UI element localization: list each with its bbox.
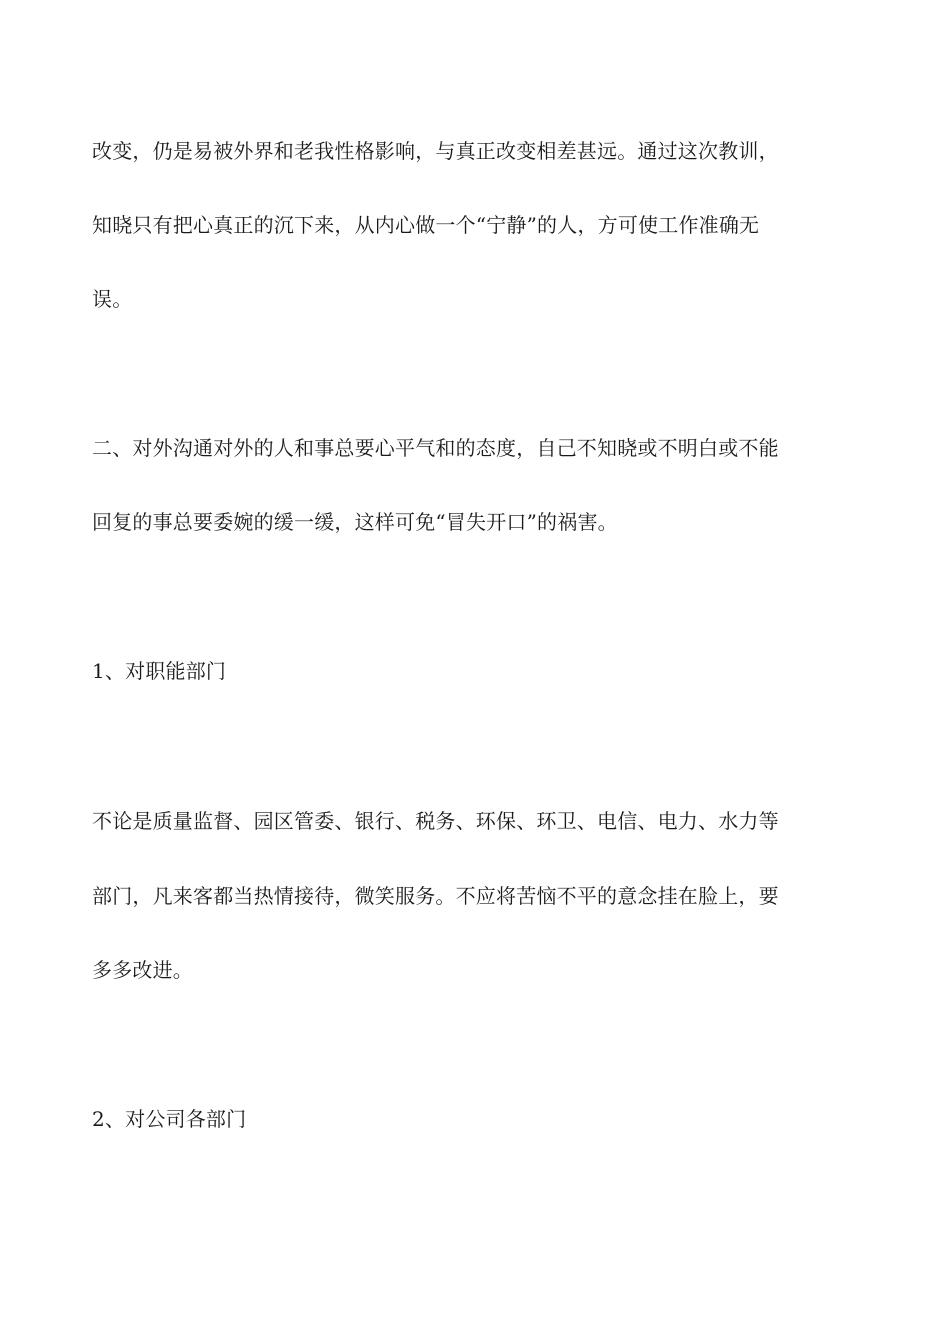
paragraph-1-line-3: 误。 [92, 287, 133, 311]
paragraph-3-line-2: 部门，凡来客都当热情接待，微笑服务。不应将苦恼不平的意念挂在脸上，要 [92, 884, 779, 908]
paragraph-1-line-2: 知晓只有把心真正的沉下来，从内心做一个“宁静”的人，方可使工作准确无 [92, 213, 760, 237]
paragraph-3-line-3: 多多改进。 [92, 958, 193, 982]
paragraph-1-line-1: 改变，仍是易被外界和老我性格影响，与真正改变相差甚远。通过这次教训， [92, 139, 779, 163]
section-heading-1: 1、对职能部门 [92, 659, 227, 683]
paragraph-2-line-1: 二、对外沟通对外的人和事总要心平气和的态度，自己不知晓或不明白或不能 [92, 436, 779, 460]
section-heading-2: 2、对公司各部门 [92, 1107, 247, 1131]
paragraph-2-line-2: 回复的事总要委婉的缓一缓，这样可免“冒失开口”的祸害。 [92, 510, 618, 534]
paragraph-3-line-1: 不论是质量监督、园区管委、银行、税务、环保、环卫、电信、电力、水力等 [92, 809, 779, 833]
